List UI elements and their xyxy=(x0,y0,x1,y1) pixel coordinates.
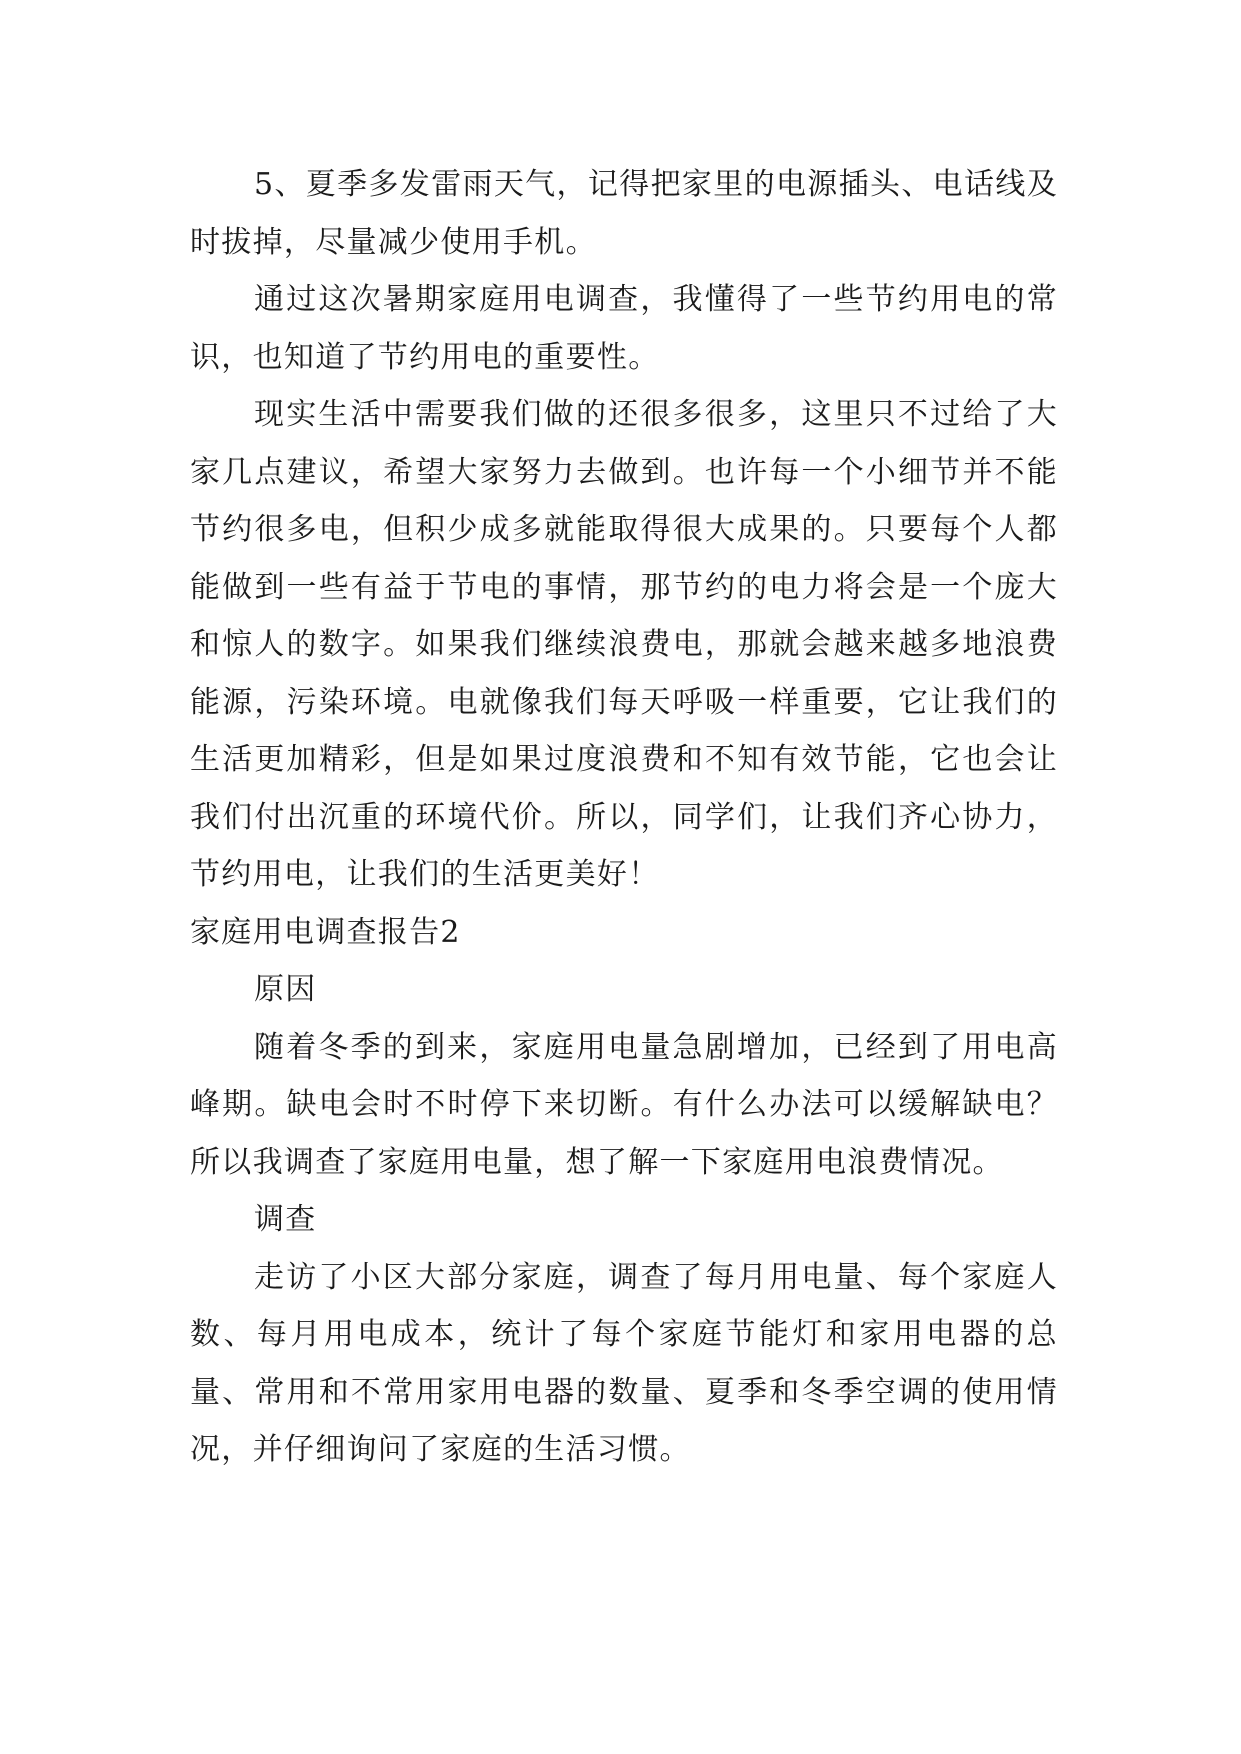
document-body xyxy=(190,156,1058,1479)
section-title: 家庭用电调查报告2 xyxy=(190,914,461,950)
paragraph-survey: 走访了小区大部分家庭，调查了每月用电量、每个家庭人数、每月用电成本，统计了每个家庭节能灯和家用电器的总量、常用和不常用家用电器的数量、夏季和冬季空调的使用情况，并仔细询问了家庭的生活习惯。 xyxy=(190,1259,1058,1467)
paragraph-conclusion: 现实生活中需要我们做的还很多很多，这里只不过给了大家几点建议，希望大家努力去做到。也许每一个小细节并不能节约很多电，但积少成多就能取得很大成果的。只要每个人都能做到一些有益于节电的事情，那节约的电力将会是一个庞大和惊人的数字。如果我们继续浪费电，那就会越来越多地浪费能源，污染环境。电就像我们每天呼吸一样重要，它让我们的生活更加精彩，但是如果过度浪费和不知有效节能，它也会让我们付出沉重的环境代价。所以，同学们，让我们齐心协力，节约用电，让我们的生活更美好！ xyxy=(190,397,1058,892)
subheading-survey: 调查 xyxy=(254,1202,317,1237)
paragraph-summary: 通过这次暑期家庭用电调查，我懂得了一些节约用电的常识，也知道了节约用电的重要性。 xyxy=(190,282,1058,375)
paragraph-reason: 随着冬季的到来，家庭用电量急剧增加，已经到了用电高峰期。缺电会时不时停下来切断。有什么办法可以缓解缺电？所以我调查了家庭用电量，想了解一下家庭用电浪费情况。 xyxy=(190,1029,1058,1180)
subheading-reason: 原因 xyxy=(254,972,317,1007)
paragraph-tip-5: 5、夏季多发雷雨天气，记得把家里的电源插头、电话线及时拔掉，尽量减少使用手机。 xyxy=(190,167,1058,260)
